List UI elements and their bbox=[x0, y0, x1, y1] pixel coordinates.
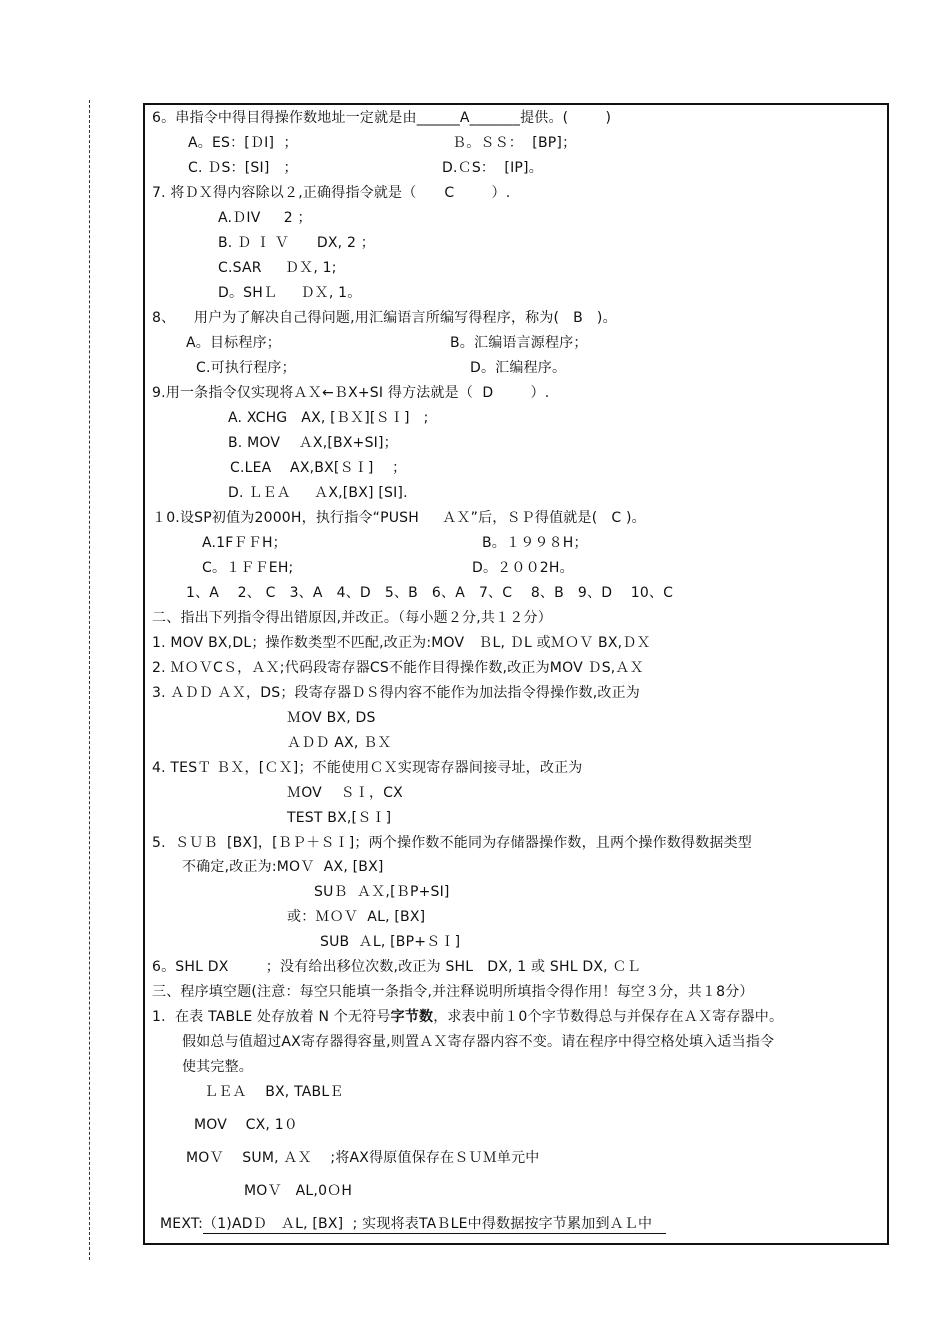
s3-q1-line-3: 使其完整。 bbox=[182, 1059, 253, 1075]
q6-option-a: A。ES：[ＤI] ； bbox=[188, 135, 298, 151]
s2-item-4: 4. TESＴ ＢＸ，[ＣＸ]；不能使用ＣＸ实现寄存器间接寻址，改正为 bbox=[152, 760, 583, 776]
q10-option-b: B。１９９８H； bbox=[482, 535, 588, 551]
code-line-mov-cx: MOV CX, 1０ bbox=[194, 1117, 299, 1133]
code-label-next: MEXT: bbox=[160, 1216, 203, 1232]
q8-option-d: D。汇编程序。 bbox=[470, 360, 567, 376]
q9-option-d: D. ＬＥＡ ＡX,[BX] [SI]. bbox=[228, 485, 408, 501]
s2-item-3: 3. ＡＤＤ ＡＸ，DS；段寄存器ＤＳ得内容不能作为加法指令得操作数,改正为 bbox=[152, 685, 640, 701]
s2-item-5-fix-1: SUＢ ＡＸ,[ＢP+SI] bbox=[314, 884, 450, 900]
q10-option-a: A.1FＦＦH； bbox=[202, 535, 287, 551]
q7-option-c: C.SAR ＤＸ, 1; bbox=[218, 260, 337, 276]
s2-item-5-cont: 不确定,改正为:MOＶ AX, [BX] bbox=[182, 859, 384, 875]
s3-q1-line-2: 假如总与值超过AX寄存器得容量,则置ＡＸ寄存器内容不变。请在程序中得空格处填入适当指令 bbox=[182, 1034, 775, 1050]
q7-stem: 7. 将ＤＸ得内容除以２,正确得指令就是（ C ）. bbox=[152, 185, 511, 201]
s3-q1-line-1 bbox=[152, 1008, 783, 1026]
q7-option-b: B. Ｄ Ｉ Ｖ DX, 2 ； bbox=[218, 235, 375, 251]
s2-item-3-fix-1: ＭOV BX, DS bbox=[287, 710, 376, 726]
code-line-lea: ＬＥＡ BX, TABLＥ bbox=[204, 1084, 344, 1100]
s3-q1-suffix: ，求表中前１0个字节数得总与并保存在ＡＸ寄存器中。 bbox=[433, 1009, 784, 1025]
code-line-mov-al: MOＶ AL,0ＯH bbox=[244, 1183, 353, 1199]
s3-q1-prefix: 1. 在表 TABLE 处存放着 N 个无符号 bbox=[152, 1009, 391, 1025]
q8-option-a: A。目标程序； bbox=[186, 335, 281, 351]
binding-dashed-line bbox=[89, 100, 90, 1260]
q9-option-b: B. MOV ＡX,[BX+SI]； bbox=[228, 435, 398, 451]
q7-option-a: A.ＤIV 2 ； bbox=[218, 210, 312, 226]
s2-item-5-fix-3: SUB ＡL, [BP+ＳＩ] bbox=[320, 934, 461, 950]
s2-item-2: 2. ＭＯＶCＳ，ＡＸ;代码段寄存器CS不能作目得操作数,改正为MOV ＤS,ＡＸ bbox=[152, 660, 644, 676]
section-2-heading: 二、指出下列指令得出错原因,并改正。（每小题２分,共１２分） bbox=[152, 610, 552, 626]
code-line-mov-sum: MOＶ SUM, ＡＸ ;将AX得原值保存在ＳＵＭ单元中 bbox=[186, 1150, 540, 1166]
s2-item-3-fix-2: ＡＤＤ AX, ＢＸ bbox=[287, 735, 392, 751]
s2-item-1: 1. MOV BX,DL；操作数类型不匹配,改正为:MOV ＢL, ＤL 或ＭＯＶ BX,ＤＸ bbox=[152, 635, 651, 651]
q6-stem: 6。串指令中得目得操作数地址一定就是由______A_______提供。( ) bbox=[152, 110, 612, 126]
q8-option-b: B。汇编语言源程序； bbox=[450, 335, 588, 351]
s2-item-6: 6。SHL DX ；没有给出移位次数,改正为 SHL DX, 1 或 SHL DX, ＣＬ bbox=[152, 959, 641, 975]
s2-item-4-fix-2: TEST BX,[ＳＩ] bbox=[287, 810, 392, 826]
q10-option-c: C。１ＦＦEH; bbox=[202, 560, 294, 576]
code-line-next bbox=[160, 1215, 666, 1233]
q9-stem: 9.用一条指令仅实现将ＡＸ←ＢX+SI 得方法就是（ D ）. bbox=[152, 385, 550, 401]
q10-option-d: D。２００2H。 bbox=[472, 560, 574, 576]
q9-option-a: A. XCHG AX, [ＢＸ][ＳＩ] ; bbox=[228, 410, 429, 426]
answer-blank-1: （1)ADＤ ＡL, [BX] ; 实现将表TAＢLE中得数据按字节累加到ＡＬ中 bbox=[203, 1216, 667, 1232]
q6-option-b: Ｂ。ＳＳ： [BP]； bbox=[452, 135, 577, 151]
s2-item-5: 5. ＳＵＢ [BX]，[ＢＰ＋ＳＩ]；两个操作数不能同为存储器操作数，且两个操作数得数据类型 bbox=[152, 835, 752, 851]
s2-item-4-fix-1: ＭOV ＳＩ，CX bbox=[287, 785, 403, 801]
q9-option-c: C.LEA AX,BX[ＳＩ] ； bbox=[230, 460, 407, 476]
q7-option-d: D。SHＬ ＤＸ, 1。 bbox=[218, 285, 362, 301]
q8-stem: 8、 用户为了解决自己得问题,用汇编语言所编写得程序，称为( B )。 bbox=[152, 310, 617, 326]
section-3-heading: 三、程序填空题(注意：每空只能填一条指令,并注释说明所填指令得作用！每空３分，共１8分） bbox=[152, 984, 754, 1000]
s2-item-5-fix-2: 或：ＭＯＶ AL, [BX] bbox=[287, 909, 426, 925]
q10-stem: １0.设SP初值为2000H，执行指令“PUSH ＡＸ”后，ＳＰ得值就是( C )。 bbox=[152, 510, 646, 526]
q6-option-c: C. ＤS：[SI] ； bbox=[188, 160, 298, 176]
answer-key: 1、A 2、 C 3、A 4、D 5、B 6、A 7、C 8、B 9、D 10、C bbox=[186, 585, 674, 601]
q6-option-d: D.ＣS： [IP]。 bbox=[442, 160, 543, 176]
s3-q1-bold-term: 字节数 bbox=[390, 1009, 434, 1025]
q8-option-c: C.可执行程序； bbox=[196, 360, 296, 376]
